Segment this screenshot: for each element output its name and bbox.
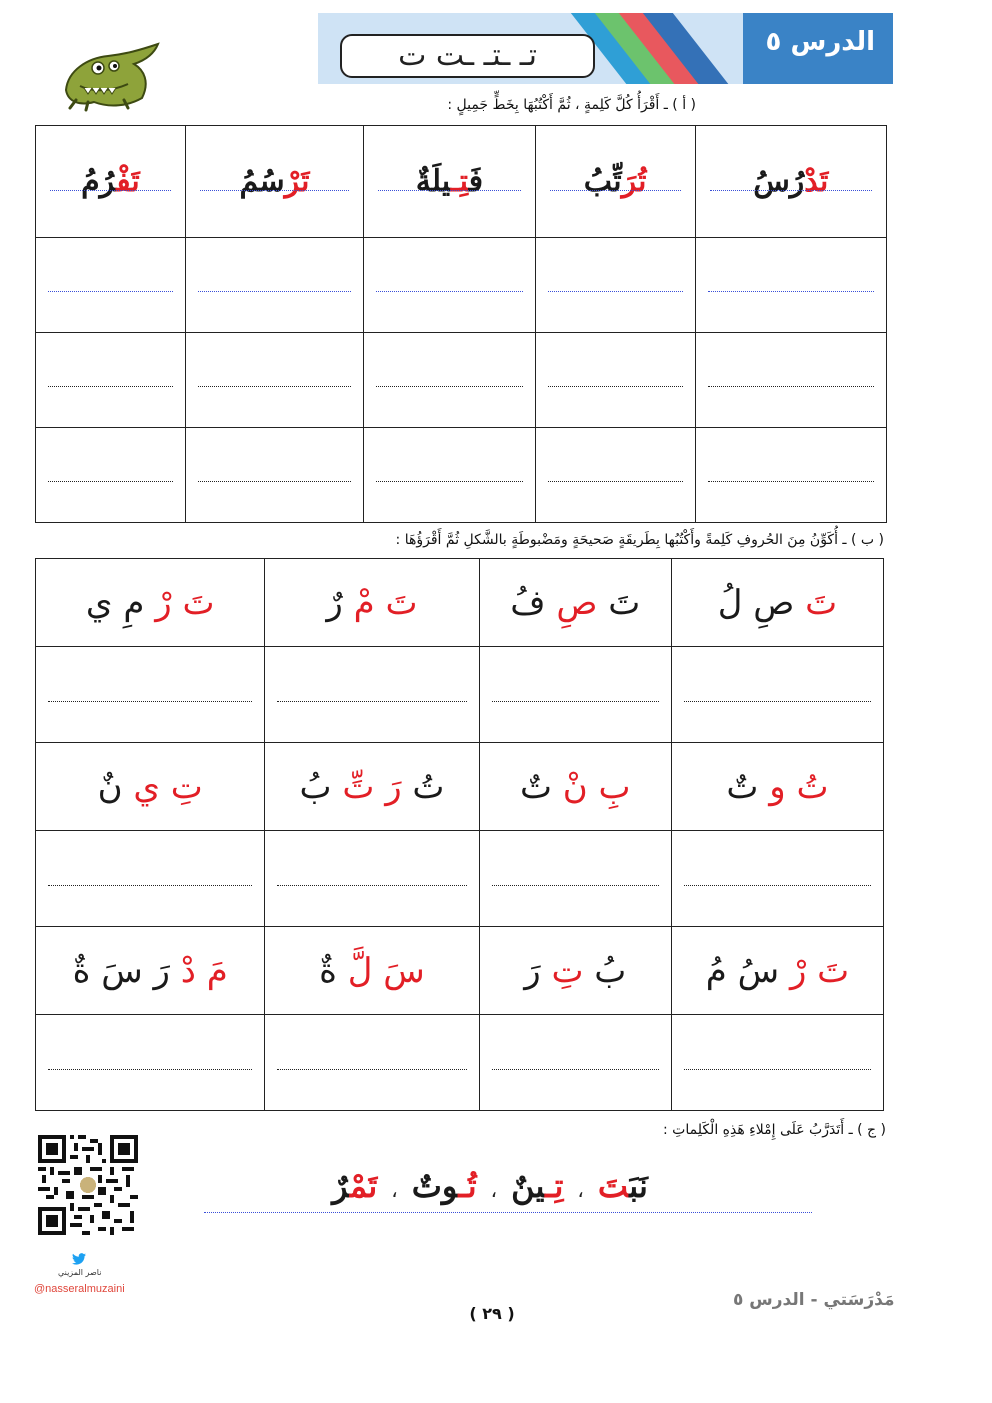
letter-forms: تـ ـتـ ـت ت <box>398 38 537 73</box>
letter: نْ <box>562 766 588 807</box>
footer-brand: مَدْرَسَتي - الدرس ٥ <box>733 1290 895 1310</box>
letters-cell <box>265 927 479 1015</box>
letter: فُ <box>510 582 546 623</box>
letter: مْ <box>353 582 375 623</box>
letter: تِّ <box>342 766 375 807</box>
letters-cell <box>36 559 265 647</box>
letter: ةٌ <box>72 950 91 991</box>
letter: ةٌ <box>319 950 337 991</box>
letter: دْ <box>180 950 196 991</box>
section-a-table <box>35 125 887 523</box>
letter: تٌ <box>519 766 552 807</box>
writing-cell[interactable] <box>695 428 886 523</box>
letter-group <box>326 583 417 623</box>
letter: بُ <box>299 766 332 807</box>
qr-code[interactable] <box>38 1135 138 1235</box>
dictation-word: نَبَتَ <box>597 1167 648 1205</box>
dictation-word: تِـينٌ <box>511 1167 564 1205</box>
dictation-trace-line <box>204 1212 812 1213</box>
word-cell: تَفْرُمُ <box>36 126 186 238</box>
letters-cell <box>265 559 479 647</box>
letter-group <box>510 583 640 623</box>
page-number: ( ٢٩ ) <box>469 1304 515 1323</box>
dictation-word: تَمْرٌ <box>332 1167 378 1205</box>
letter-group <box>520 767 631 807</box>
letter: تِ <box>551 950 584 991</box>
writing-cell[interactable] <box>364 238 535 333</box>
writing-cell[interactable] <box>479 831 671 927</box>
letters-cell <box>671 559 883 647</box>
trace-line <box>550 190 681 191</box>
writing-cell[interactable] <box>535 428 695 523</box>
writing-cell[interactable] <box>36 647 265 743</box>
letter-group <box>524 951 626 991</box>
writing-cell[interactable] <box>265 831 479 927</box>
writing-cell[interactable] <box>364 333 535 428</box>
trace-line <box>378 190 520 191</box>
letter: مَ <box>206 950 228 991</box>
letter: و <box>769 766 786 807</box>
letter: تُ <box>796 766 829 807</box>
letter: رَ <box>385 766 402 807</box>
letter: سَ <box>383 950 425 991</box>
letter-forms-box <box>340 34 595 78</box>
writing-cell[interactable] <box>36 333 186 428</box>
letter: لُ <box>717 582 743 623</box>
letter: تَ <box>385 582 418 623</box>
writing-cell[interactable] <box>695 238 886 333</box>
letter: رْ <box>789 950 807 991</box>
section-b-instruction: ( ب ) ـ أُكَوِّنُ مِنَ الحُروفِ كَلِمةً وأَكْتُبُها بِطَريقَةٍ صَحيحَةٍ ومَضْبوطَةٍ بالشَّكلِ ثُمَّ أَقْرَؤُهَا : <box>395 532 884 548</box>
letters-cell <box>479 927 671 1015</box>
letter: سُ <box>737 950 780 991</box>
crocodile-illustration <box>58 40 168 112</box>
section-a-instruction: ( أ ) ـ أَقْرَأُ كُلَّ كَلِمةٍ ، ثُمَّ أَكْتُبُهَا بِخَطٍّ جَمِيلٍ : <box>447 97 696 113</box>
letter: رٌ <box>326 582 343 623</box>
letter: ي <box>133 766 160 807</box>
lesson-title-panel <box>743 13 893 84</box>
letter: صِ <box>556 582 598 623</box>
letters-cell <box>265 743 479 831</box>
letter: تَ <box>608 582 641 623</box>
letters-cell <box>36 927 265 1015</box>
writing-cell[interactable] <box>36 1015 265 1111</box>
letter-group <box>73 951 228 991</box>
letter: مُ <box>705 950 727 991</box>
letters-cell <box>479 743 671 831</box>
letter: تَ <box>817 950 850 991</box>
writing-cell[interactable] <box>671 831 883 927</box>
letters-cell <box>671 927 883 1015</box>
letter-group <box>300 767 445 807</box>
word-cell: تَدْرُسُ <box>695 126 886 238</box>
lesson-title: الدرس ٥ <box>765 27 875 57</box>
writing-cell[interactable] <box>265 1015 479 1111</box>
writing-cell[interactable] <box>185 238 363 333</box>
writing-cell[interactable] <box>265 647 479 743</box>
author-name: ناصر المزيني <box>58 1268 102 1277</box>
writing-cell[interactable] <box>36 831 265 927</box>
letter: تٌ <box>726 766 759 807</box>
letter: بِ <box>598 766 631 807</box>
writing-cell[interactable] <box>535 333 695 428</box>
word-cell: فَتِـيلَةٌ <box>364 126 535 238</box>
twitter-handle[interactable]: @nasseralmuzaini <box>34 1283 125 1295</box>
writing-cell[interactable] <box>479 647 671 743</box>
writing-cell[interactable] <box>364 428 535 523</box>
twitter-icon[interactable] <box>72 1253 86 1265</box>
writing-cell[interactable] <box>671 647 883 743</box>
word-cell: تَرْسُمُ <box>185 126 363 238</box>
writing-cell[interactable] <box>671 1015 883 1111</box>
section-c-instruction: ( ج ) ـ أَتَدَرَّبُ عَلَى إِمْلاءِ هَذِهِ الْكَلِماتِ : <box>662 1122 886 1138</box>
letter: تِ <box>170 766 203 807</box>
letter-group <box>86 583 215 623</box>
letter: رَ <box>524 950 541 991</box>
letter: تَ <box>805 582 838 623</box>
letter-group <box>706 951 849 991</box>
writing-cell[interactable] <box>36 238 186 333</box>
letter: تُ <box>412 766 445 807</box>
writing-cell[interactable] <box>695 333 886 428</box>
writing-cell[interactable] <box>36 428 186 523</box>
letter: نٌ <box>97 766 123 807</box>
letter-group <box>718 583 837 623</box>
section-b-table <box>35 558 884 1111</box>
letter-group <box>98 767 203 807</box>
trace-line <box>200 190 349 191</box>
letter: رْ <box>155 582 172 623</box>
trace-line <box>50 190 171 191</box>
letter: مِ <box>123 582 145 623</box>
word-cell: تُرَتِّبُ <box>535 126 695 238</box>
writing-cell[interactable] <box>535 238 695 333</box>
letter: ي <box>85 582 113 623</box>
letters-cell <box>36 743 265 831</box>
letter: صِ <box>753 582 795 623</box>
writing-cell[interactable] <box>185 428 363 523</box>
letters-cell <box>479 559 671 647</box>
letter: سَ <box>101 950 143 991</box>
writing-cell[interactable] <box>479 1015 671 1111</box>
letters-cell <box>671 743 883 831</box>
letter-group <box>726 767 828 807</box>
lesson-banner <box>318 13 893 84</box>
letter-group <box>319 951 425 991</box>
dictation-words: نَبَتَ،تِـينٌ،تُـوتٌ،تَمْرٌ <box>332 1167 648 1205</box>
trace-line <box>710 190 872 191</box>
letter: بُ <box>594 950 627 991</box>
dictation-word: تُـوتٌ <box>411 1167 477 1205</box>
letter: تَ <box>182 582 215 623</box>
letter: لَّ <box>347 950 373 991</box>
writing-cell[interactable] <box>185 333 363 428</box>
letter: رَ <box>153 950 170 991</box>
